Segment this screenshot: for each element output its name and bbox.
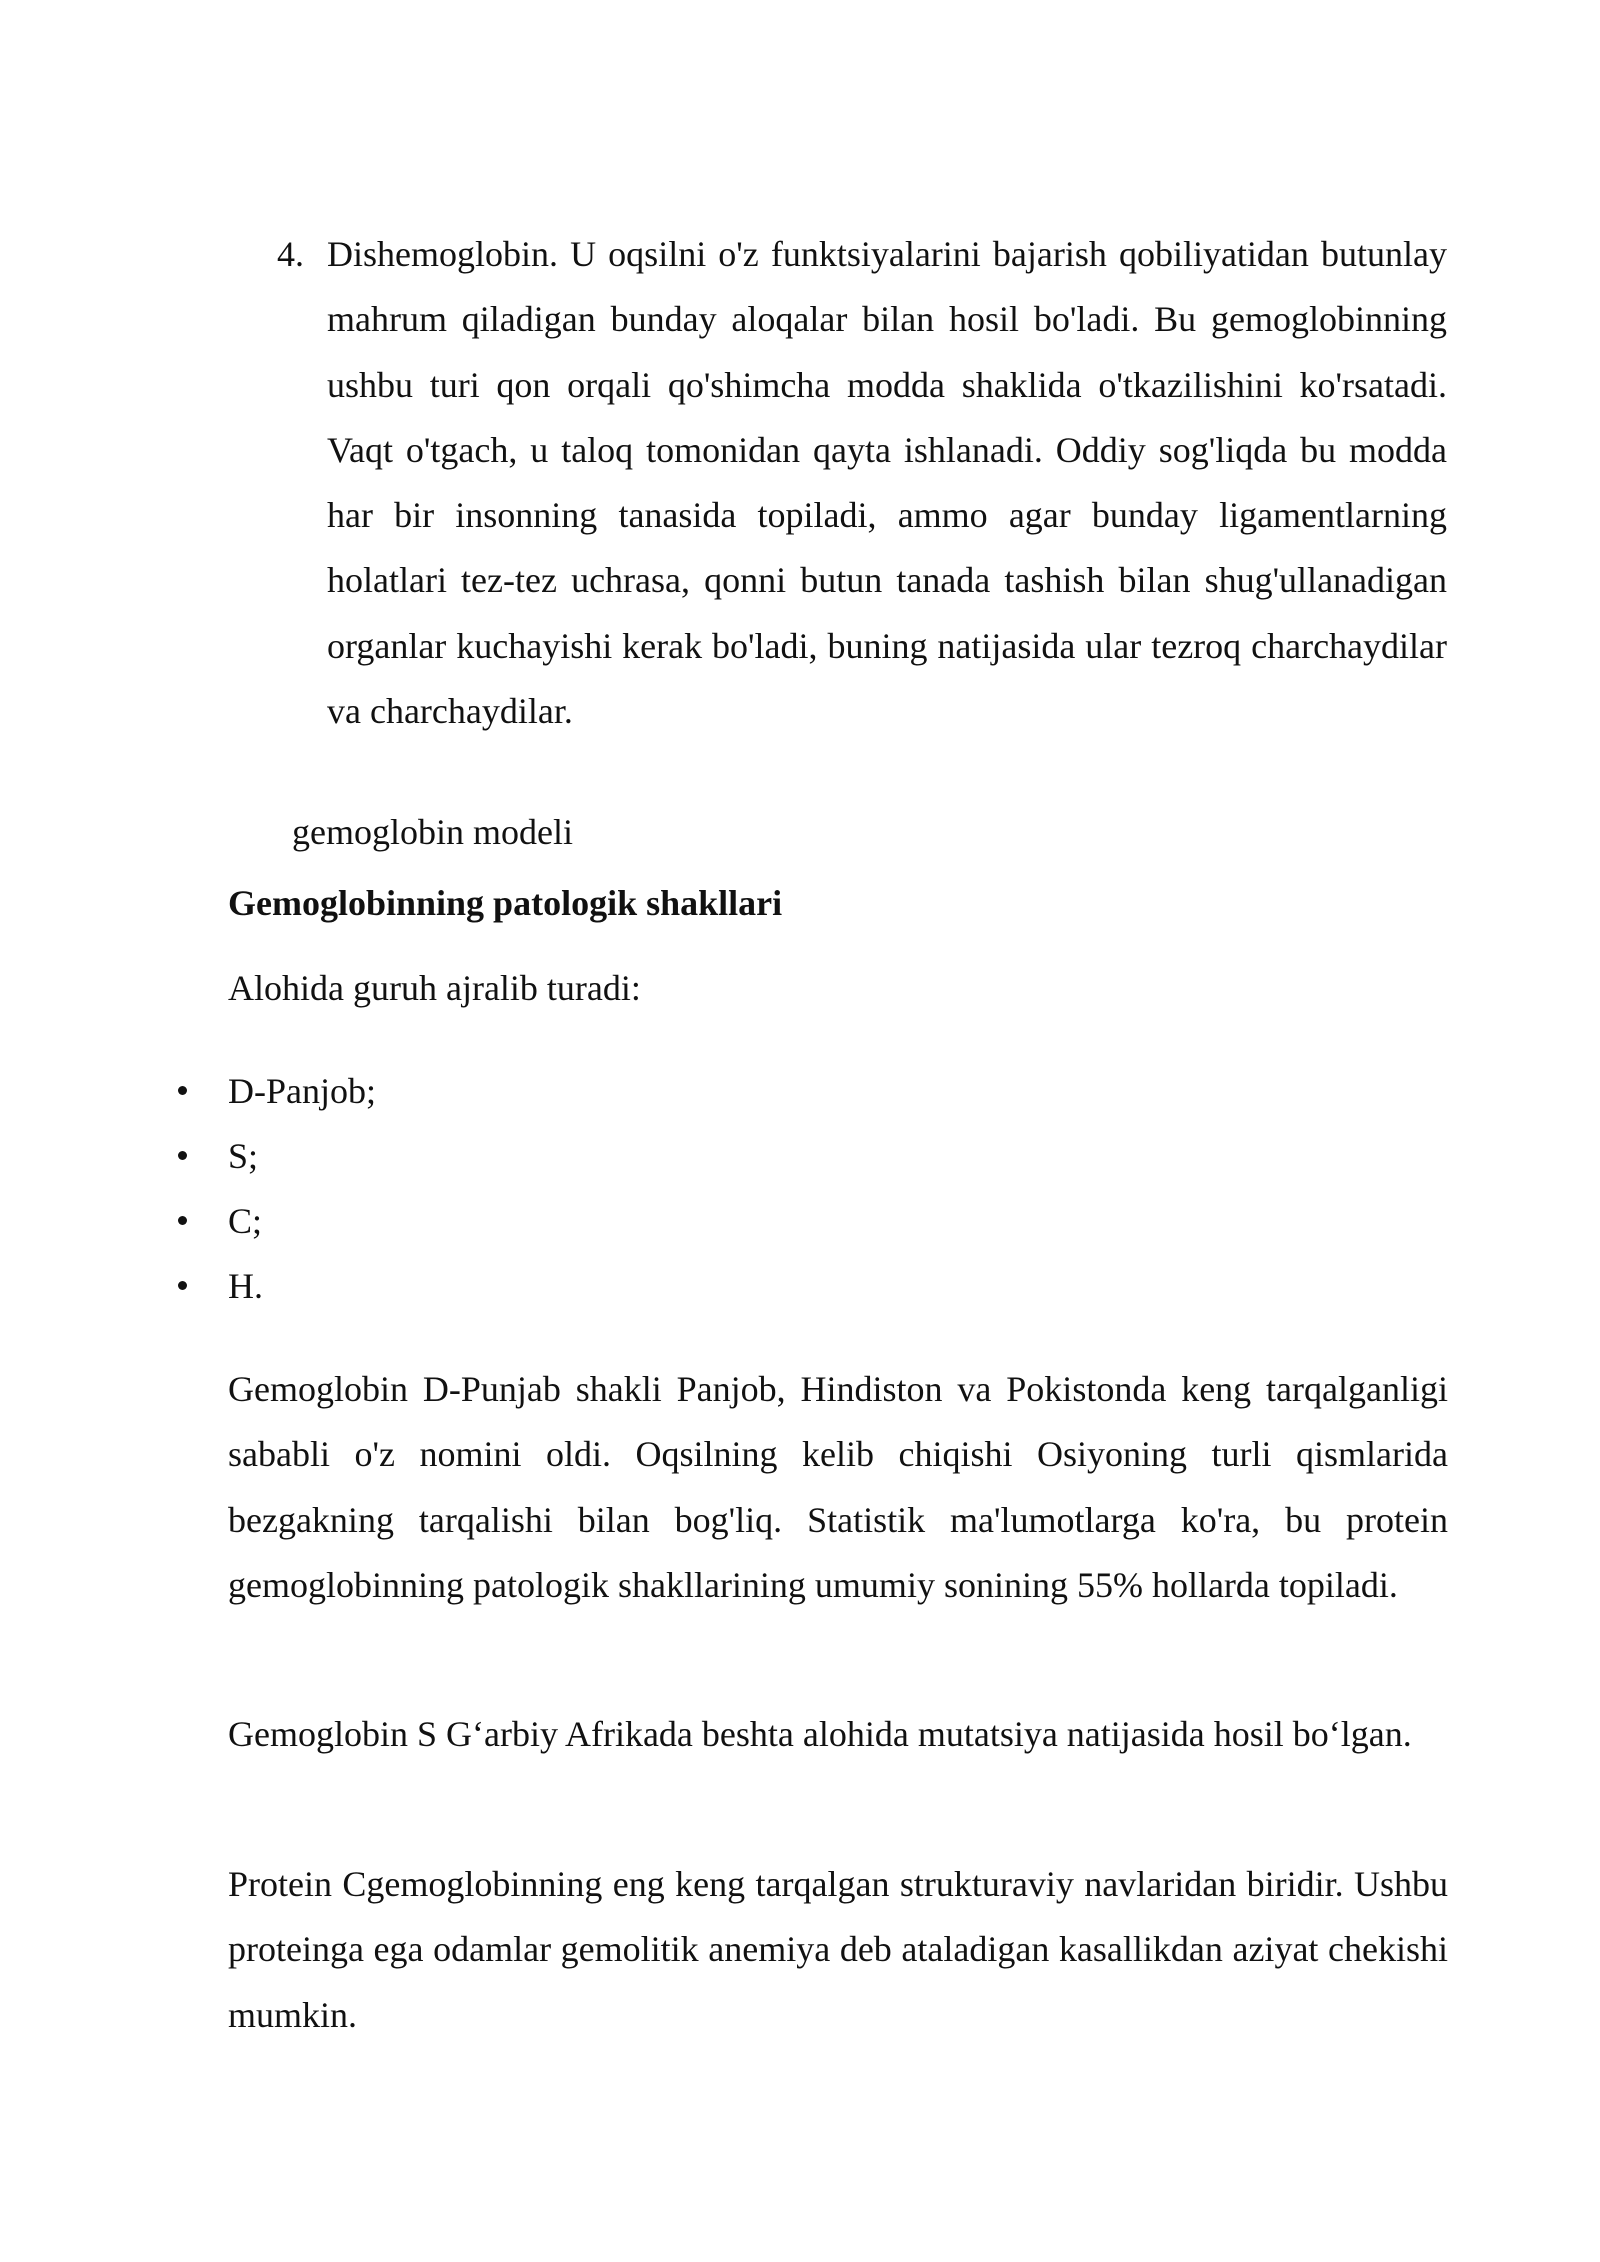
list-item-text: Dishemoglobin. U oqsilni o'z funktsiyalarini bajarish qobiliyatidan butunlay mahrum qiladigan bunday aloqalar bilan hosil bo'ladi. Bu gemoglobinning ushbu turi qon orqali qo'shimcha modda shaklida o'tkazilishini ko'rsatadi. Vaqt o'tgach, u taloq tomonidan qayta ishlanadi. Oddiy sog'liqda bu modda har bir insonning tanasida topiladi, ammo agar bunday ligamentlarning holatlari tez-tez uchrasa, qonni butun tanada tashish bilan shug'ullanadigan organlar kuchayishi kerak bo'ladi, buning natijasida ular tezroq charchaydilar va charchaydilar. — [327, 234, 1447, 732]
bullet-icon — [178, 1151, 187, 1160]
paragraph-hemoglobin-s: Gemoglobin S G‘arbiy Afrikada beshta alohida mutatsiya natijasida hosil bo‘lgan. — [228, 1714, 1412, 1754]
bullet-text: S; — [228, 1136, 259, 1176]
paragraph-d-punjab: Gemoglobin D-Punjab shakli Panjob, Hindiston va Pokistonda keng tarqalganligi sababli o'z nomini oldi. Oqsilning kelib chiqishi Osiyoning turli qismlarida bezgakning tarqalishi bilan bog'liq. Statistik ma'lumotlarga ko'ra, bu protein gemoglobinning patologik shakllarining umumiy sonining 55% hollarda topiladi. — [228, 1369, 1448, 1605]
intro-text: Alohida guruh ajralib turadi: — [228, 968, 641, 1008]
bullet-icon — [178, 1281, 187, 1290]
numbered-list-item-4 — [277, 222, 1447, 744]
bullet-icon — [178, 1086, 187, 1095]
bullet-text: H. — [228, 1266, 263, 1306]
list-number: 4. — [277, 234, 304, 274]
section-heading: Gemoglobinning patologik shakllari — [228, 883, 783, 923]
paragraph-protein-c: Protein Cgemoglobinning eng keng tarqalgan strukturaviy navlaridan biridir. Ushbu proteinga ega odamlar gemolitik anemiya deb ataladigan kasallikdan aziyat chekishi mumkin. — [228, 1864, 1448, 2035]
image-caption: gemoglobin modeli — [292, 812, 573, 852]
bullet-icon — [178, 1216, 187, 1225]
bullet-text: D-Panjob; — [228, 1071, 376, 1111]
bullet-text: C; — [228, 1201, 263, 1241]
